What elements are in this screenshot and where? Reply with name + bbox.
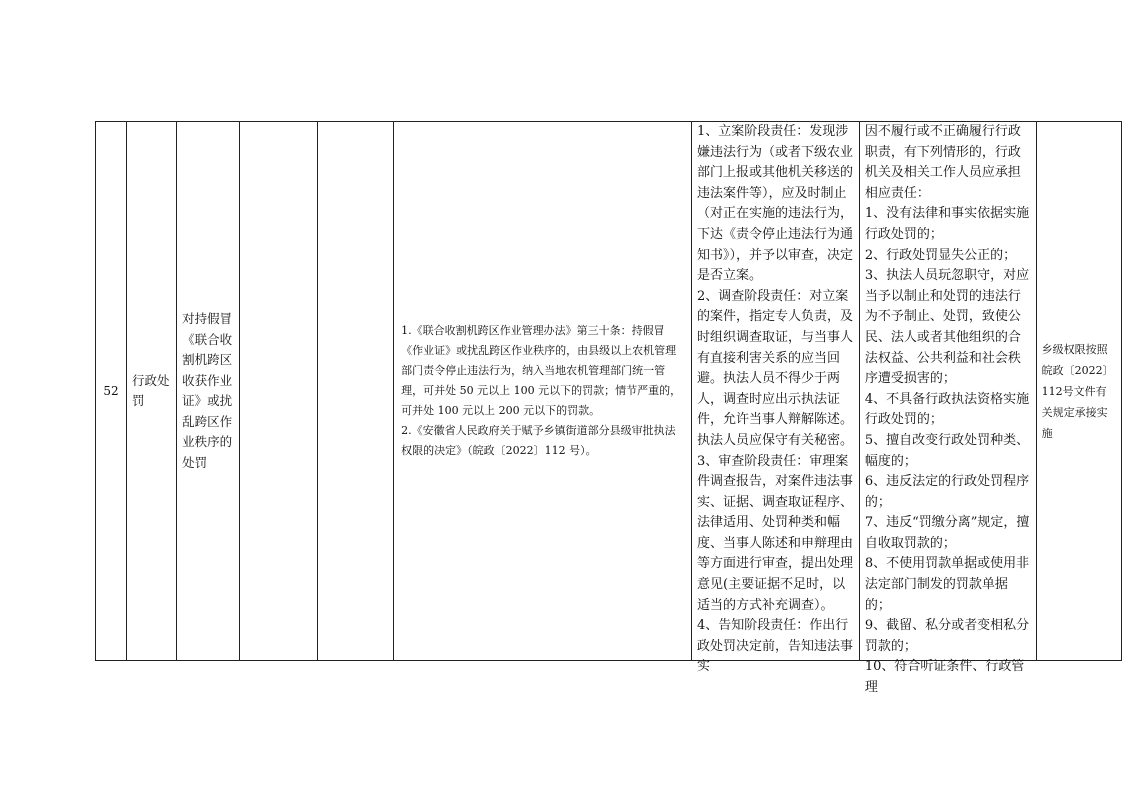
remarks-text: 乡级权限按照皖政〔2022〕112号文件有关规定承接实施	[1041, 342, 1114, 440]
accountability-item: 6、违反法定的行政处罚程序的；	[864, 474, 1030, 510]
accountability-item: 5、擅自改变行政处罚种类、幅度的；	[864, 432, 1030, 469]
remarks	[1036, 122, 1121, 661]
power-category-text: 行政处罚	[131, 372, 170, 408]
accountability-item: 1、没有法律和事实依据实施行政处罚的；	[864, 206, 1030, 242]
accountability-item: 10、符合听证条件、行政管理	[864, 659, 1025, 696]
duty-list-table	[95, 121, 1122, 696]
accountability-item: 4、不具备行政执法资格实施行政处罚的；	[864, 391, 1030, 428]
item-name	[177, 122, 240, 661]
legal-basis-item: 1.《联合收割机跨区作业管理办法》第三十条：持假冒《作业证》或扰乱跨区作业秩序的，由县级以上农机管理部门责令停止违法行为，纳入当地农机管理部门统一管理，可并处 50 元以上 100 元以下的罚款；情节严重的，可并处 100 元以上 200 元以下的罚款。	[401, 324, 682, 417]
legal-basis	[394, 122, 692, 661]
accountability-item: 7、违反“罚缴分离”规定，擅自收取罚款的；	[864, 515, 1030, 551]
accountability-item: 因不履行或不正确履行行政职责，有下列情形的，行政机关及相关工作人员应承担相应责任：	[864, 124, 1021, 201]
responsibility-item: 1、立案阶段责任：发现涉嫌违法行为（或者下级农业部门上报或其他机关移送的违法案件等），应及时制止（对正在实施的违法行为，下达《责令停止违法行为通知书》），并予以审查，决定是否立案。	[697, 124, 854, 284]
power-category	[126, 122, 176, 661]
responsibility-item: 4、告知阶段责任：作出行政处罚决定前，告知违法事实	[697, 618, 854, 675]
responsibility-items	[692, 122, 860, 675]
accountability-item: 2、行政处罚显失公正的；	[864, 247, 1017, 263]
legal-basis-item: 2.《安徽省人民政府关于赋予乡镇街道部分县级审批执法权限的决定》（皖政〔2022〕112 号）。	[401, 424, 676, 457]
responsibility-item: 2、调查阶段责任：对立案的案件，指定专人负责，及时组织调查取证，与当事人有直接利害关系的应当回避。执法人员不得少于两人，调查时应出示执法证件，允许当事人辩解陈述。执法人员应保守有关秘密。	[697, 288, 854, 448]
sub-item-cell	[240, 122, 317, 661]
responsibility-item: 3、审查阶段责任：审理案件调查报告，对案件违法事实、证据、调查取证程序、法律适用、处罚种类和幅度、当事人陈述和申辩理由等方面进行审查，提出处理意见(主要证据不足时，以适当的方式补充调查）。	[697, 453, 854, 613]
item-name-text: 对持假冒《联合收割机跨区收获作业证》或扰乱跨区作业秩序的处罚	[182, 311, 233, 470]
accountability-items	[859, 122, 1036, 696]
accountability-item: 9、截留、私分或者变相私分罚款的；	[864, 618, 1030, 654]
implementing-body-cell	[317, 122, 393, 661]
row-number: 52	[96, 122, 127, 661]
accountability-item: 8、不使用罚款单据或使用非法定部门制发的罚款单据的；	[864, 556, 1030, 613]
accountability-item: 3、执法人员玩忽职守，对应当予以制止和处罚的违法行为不予制止、处罚，致使公民、法人或者其他组织的合法权益、公共利益和社会秩序遭受损害的；	[864, 268, 1030, 387]
table-row	[96, 122, 1122, 661]
